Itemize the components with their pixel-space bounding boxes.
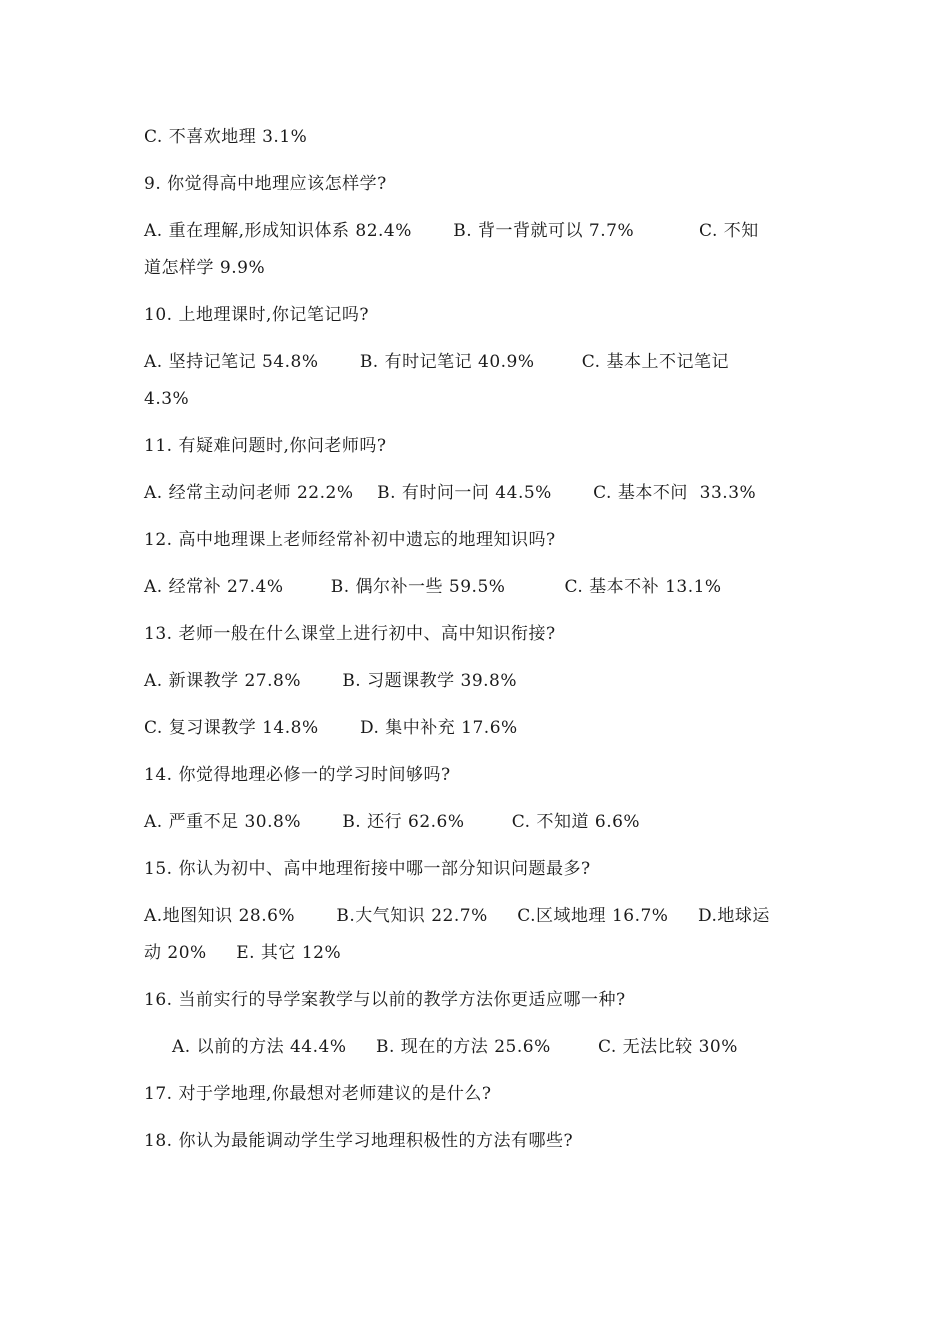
question-11: 11. 有疑难问题时,你问老师吗? [144,436,387,456]
option-line-continued: 动 20% E. 其它 12% [144,943,342,963]
option-line: C. 不喜欢地理 3.1% [144,127,308,147]
question-17: 17. 对于学地理,你最想对老师建议的是什么? [144,1084,492,1104]
option-line: A. 严重不足 30.8% B. 还行 62.6% C. 不知道 6.6% [144,812,641,832]
option-line: A. 重在理解,形成知识体系 82.4% B. 背一背就可以 7.7% C. 不知 [144,221,759,241]
option-line: A. 新课教学 27.8% B. 习题课教学 39.8% [144,671,518,691]
option-line: C. 复习课教学 14.8% D. 集中补充 17.6% [144,718,518,738]
question-10: 10. 上地理课时,你记笔记吗? [144,305,369,325]
question-15: 15. 你认为初中、高中地理衔接中哪一部分知识问题最多? [144,859,591,879]
question-12: 12. 高中地理课上老师经常补初中遗忘的地理知识吗? [144,530,556,550]
option-line: A. 以前的方法 44.4% B. 现在的方法 25.6% C. 无法比较 30% [172,1037,738,1057]
option-line: A. 经常主动问老师 22.2% B. 有时问一问 44.5% C. 基本不问 33.3% [144,483,757,503]
option-line: A. 坚持记笔记 54.8% B. 有时记笔记 40.9% C. 基本上不记笔记 [144,352,729,372]
option-line: A. 经常补 27.4% B. 偶尔补一些 59.5% C. 基本不补 13.1% [144,577,722,597]
question-16: 16. 当前实行的导学案教学与以前的教学方法你更适应哪一种? [144,990,626,1010]
option-line-continued: 道怎样学 9.9% [144,258,266,278]
option-line: A.地图知识 28.6% B.大气知识 22.7% C.区域地理 16.7% D.地球运 [144,906,770,926]
question-18: 18. 你认为最能调动学生学习地理积极性的方法有哪些? [144,1131,574,1151]
option-line-continued: 4.3% [144,389,190,409]
question-14: 14. 你觉得地理必修一的学习时间够吗? [144,765,451,785]
question-9: 9. 你觉得高中地理应该怎样学? [144,174,387,194]
question-13: 13. 老师一般在什么课堂上进行初中、高中知识衔接? [144,624,556,644]
